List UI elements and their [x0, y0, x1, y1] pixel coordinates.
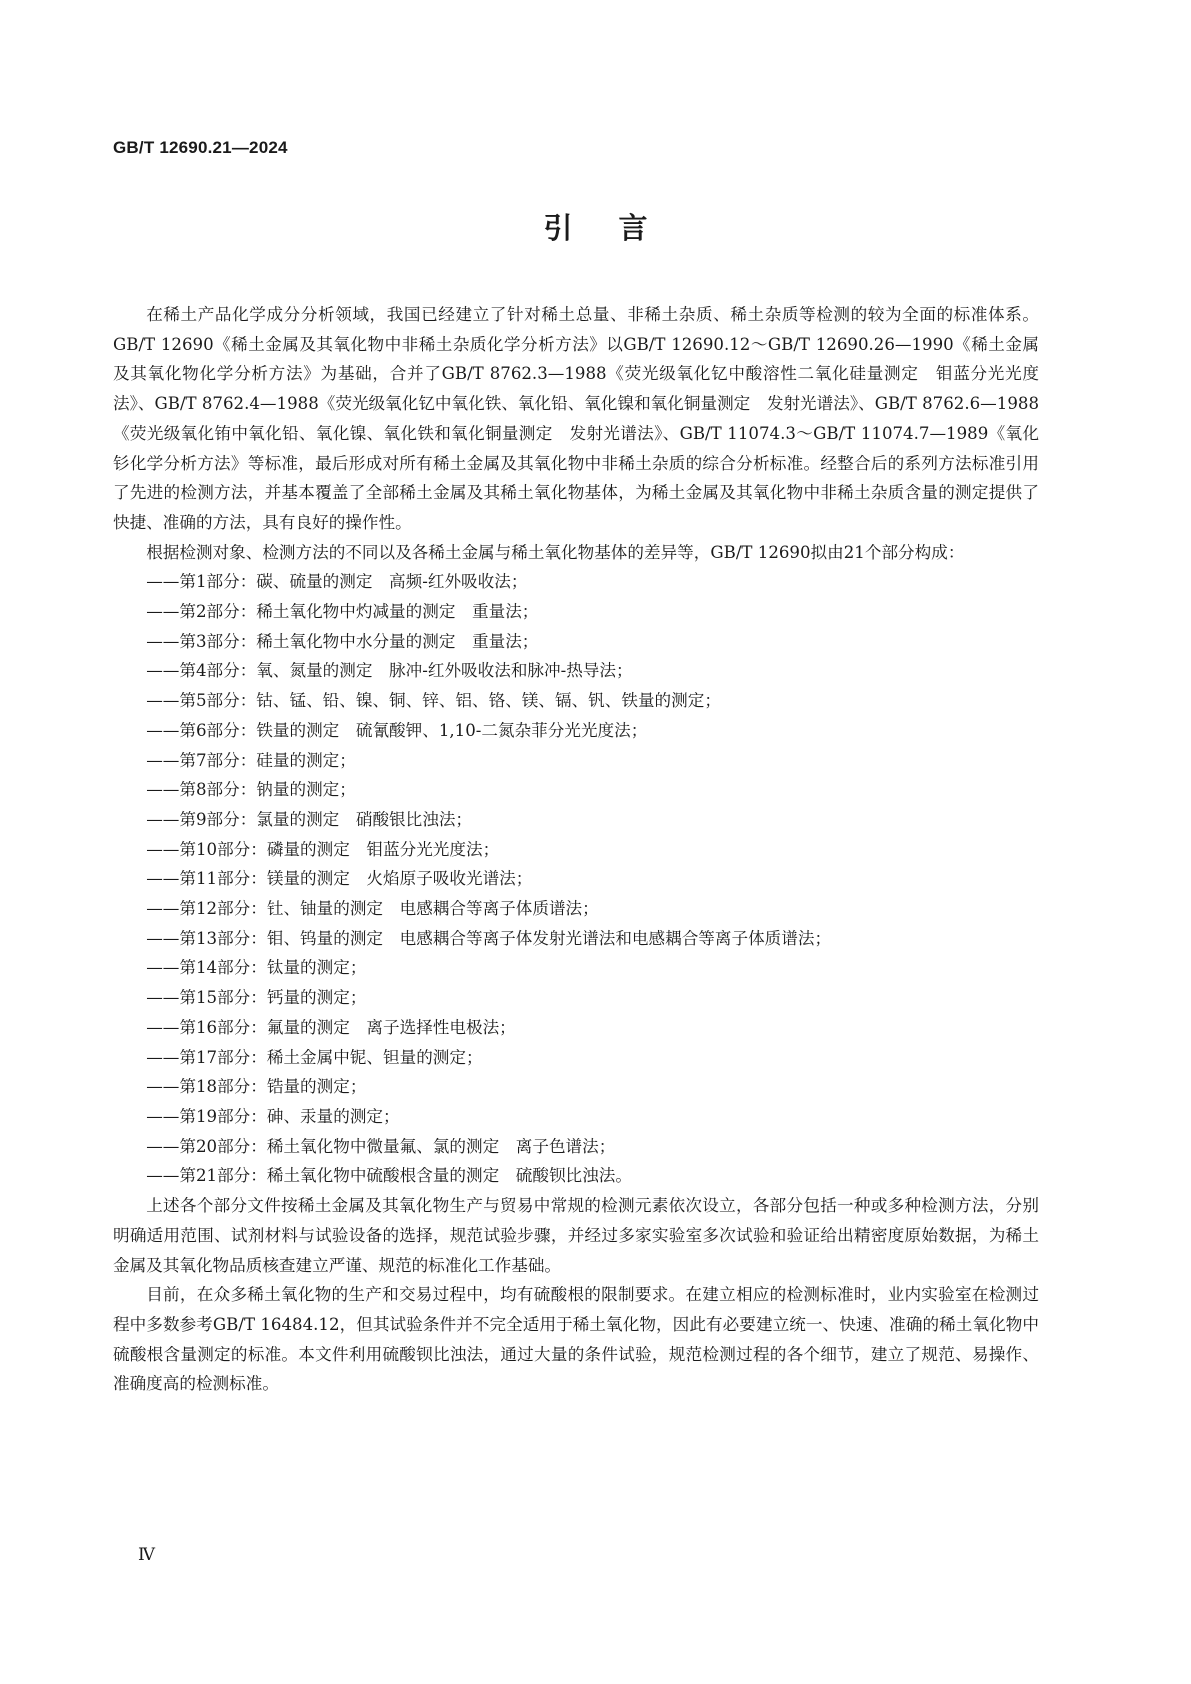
list-item: ——第11部分：镁量的测定 火焰原子吸收光谱法；	[146, 869, 533, 889]
list-item: ——第3部分：稀土氧化物中水分量的测定 重量法；	[146, 631, 539, 651]
parts-list	[113, 567, 1039, 1191]
list-item: ——第15部分：钙量的测定；	[146, 988, 367, 1008]
intro-paragraph-2: 根据检测对象、检测方法的不同以及各稀土金属与稀土氧化物基体的差异等，GB/T 12690拟由21个部分构成：	[146, 542, 965, 562]
intro-paragraph-3: 上述各个部分文件按稀土金属及其氧化物生产与贸易中常规的检测元素依次设立，各部分包括一种或多种检测方法，分别明确适用范围、试剂材料与试验设备的选择，规范试验步骤，并经过多家实验室多次试验和验证给出精密度原始数据，为稀土金属及其氧化物品质核查建立严谨、规范的标准化工作基础。	[113, 1196, 1039, 1275]
intro-paragraph-1: 在稀土产品化学成分分析领域，我国已经建立了针对稀土总量、非稀土杂质、稀土杂质等检测的较为全面的标准体系。GB/T 12690《稀土金属及其氧化物中非稀土杂质化学分析方法》以GB/T 12690.12～GB/T 12690.26—1990《稀土金属及其氧化物化学分析方法》为基础，合并了GB/T 8762.3—1988《荧光级氧化钇中酸溶性二氧化硅量测定 钼蓝分光光度法》、GB/T 8762.4—1988《荧光级氧化钇中氧化铁、氧化铅、氧化镍和氧化铜量测定 发射光谱法》、GB/T 8762.6—1988《荧光级氧化铕中氧化铅、氧化镍、氧化铁和氧化铜量测定 发射光谱法》、GB/T 11074.3～GB/T 11074.7—1989《氧化钐化学分析方法》等标准，最后形成对所有稀土金属及其氧化物中非稀土杂质的综合分析标准。经整合后的系列方法标准引用了先进的检测方法，并基本覆盖了全部稀土金属及其稀土氧化物基体，为稀土金属及其氧化物中非稀土杂质含量的测定提供了快捷、准确的方法，具有良好的操作性。	[113, 305, 1039, 532]
list-item: ——第21部分：稀土氧化物中硫酸根含量的测定 硫酸钡比浊法。	[146, 1166, 632, 1186]
list-item: ——第5部分：钴、锰、铅、镍、铜、锌、铝、铬、镁、镉、钒、铁量的测定；	[146, 691, 721, 711]
standard-code: GB/T 12690.21—2024	[113, 138, 288, 157]
list-item: ——第16部分：氟量的测定 离子选择性电极法；	[146, 1017, 516, 1037]
list-item: ——第1部分：碳、硫量的测定 高频-红外吸收法；	[146, 572, 528, 592]
list-item: ——第7部分：硅量的测定；	[146, 750, 356, 770]
list-item: ——第14部分：钛量的测定；	[146, 958, 367, 978]
intro-paragraph-4: 目前，在众多稀土氧化物的生产和交易过程中，均有硫酸根的限制要求。在建立相应的检测标准时，业内实验室在检测过程中多数参考GB/T 16484.12，但其试验条件并不完全适用于稀土氧化物，因此有必要建立统一、快速、准确的稀土氧化物中硫酸根含量测定的标准。本文件利用硫酸钡比浊法，通过大量的条件试验，规范检测过程的各个细节，建立了规范、易操作、准确度高的检测标准。	[113, 1285, 1039, 1394]
list-item: ——第18部分：锆量的测定；	[146, 1077, 367, 1097]
list-item: ——第19部分：砷、汞量的测定；	[146, 1106, 400, 1126]
page-number: Ⅳ	[138, 1545, 155, 1565]
list-item: ——第9部分：氯量的测定 硝酸银比浊法；	[146, 809, 473, 829]
list-item: ——第20部分：稀土氧化物中微量氟、氯的测定 离子色谱法；	[146, 1136, 616, 1156]
list-item: ——第17部分：稀土金属中铌、钽量的测定；	[146, 1047, 483, 1067]
list-item: ——第13部分：钼、钨量的测定 电感耦合等离子体发射光谱法和电感耦合等离子体质谱法；	[146, 928, 832, 948]
list-item: ——第12部分：钍、铀量的测定 电感耦合等离子体质谱法；	[146, 899, 599, 919]
list-item: ——第10部分：磷量的测定 钼蓝分光光度法；	[146, 839, 500, 859]
page-title: 引言	[543, 211, 694, 245]
list-item: ——第6部分：铁量的测定 硫氰酸钾、1,10-二氮杂菲分光光度法；	[146, 720, 648, 740]
list-item: ——第8部分：钠量的测定；	[146, 780, 356, 800]
list-item: ——第2部分：稀土氧化物中灼减量的测定 重量法；	[146, 602, 539, 622]
document-body	[113, 300, 1039, 1399]
list-item: ——第4部分：氧、氮量的测定 脉冲-红外吸收法和脉冲-热导法；	[146, 661, 633, 681]
